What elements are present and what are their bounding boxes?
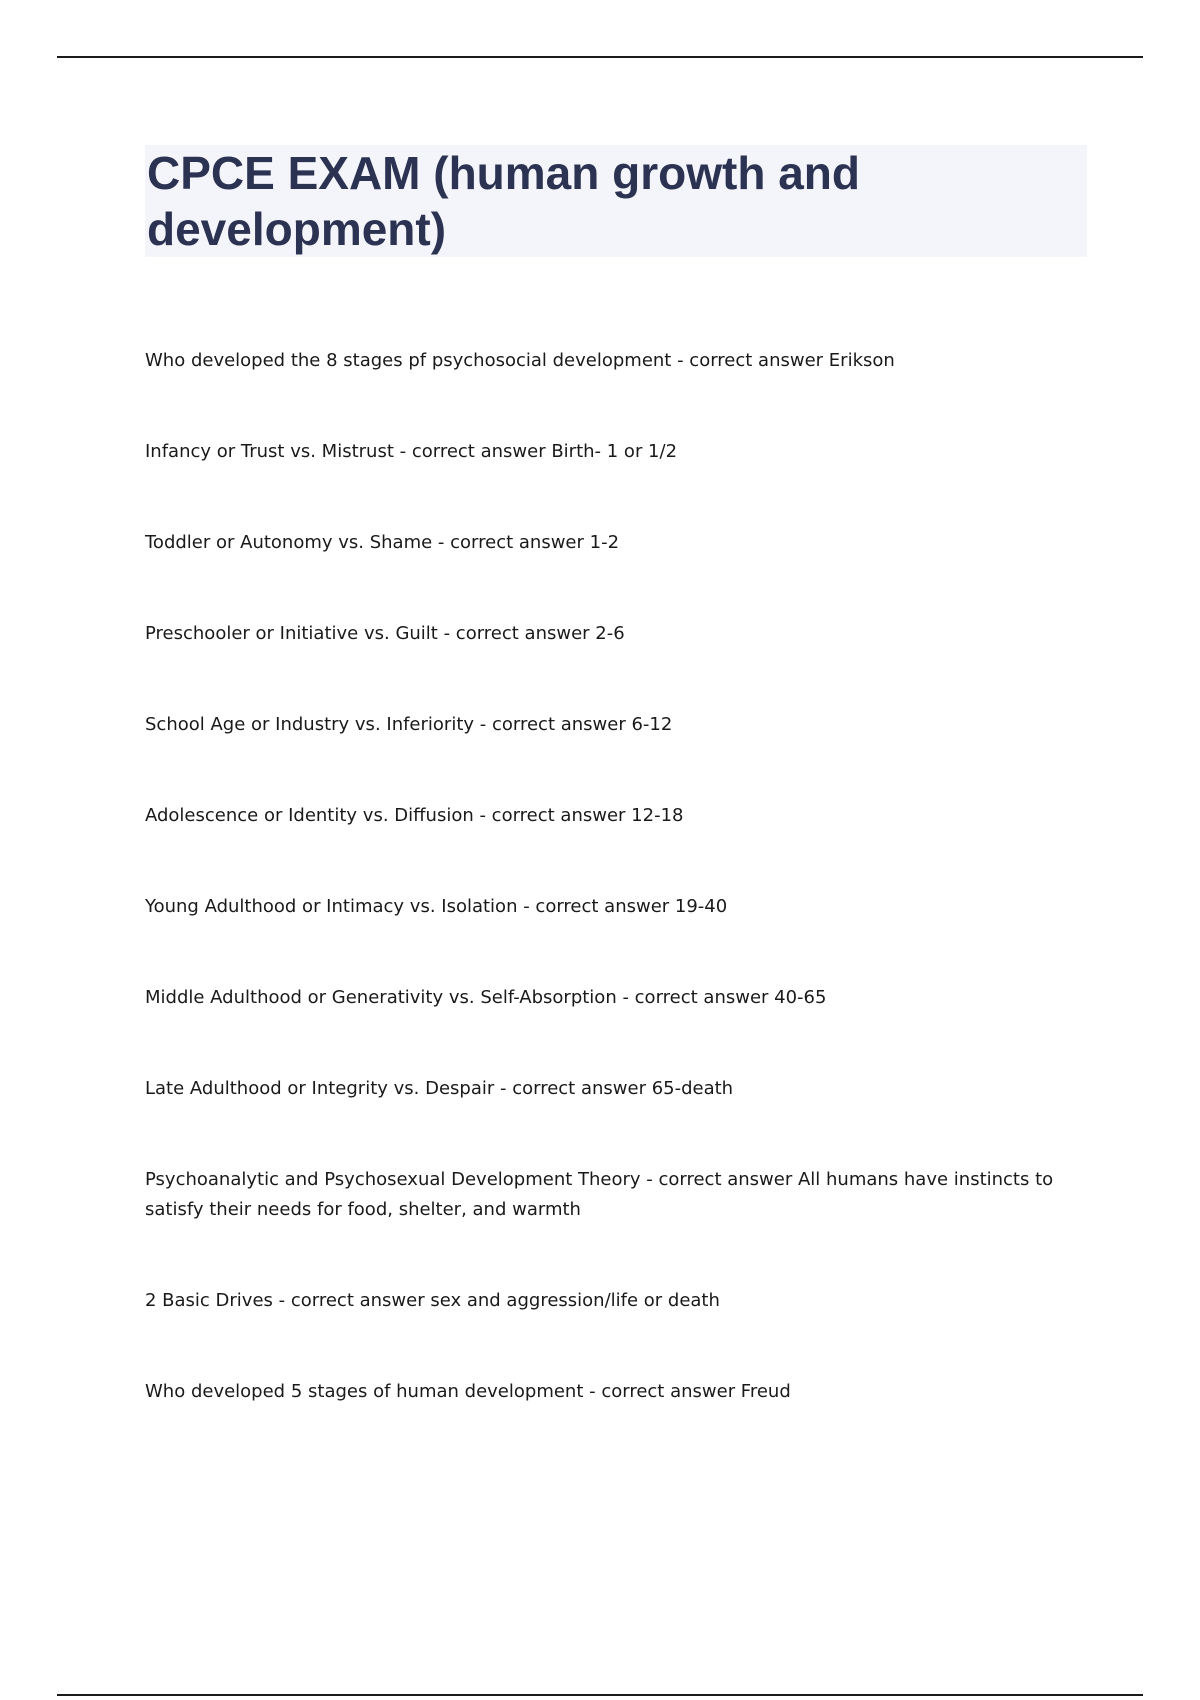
title-banner: [145, 145, 1087, 257]
qa-item: Late Adulthood or Integrity vs. Despair - correct answer 65-death: [145, 1078, 734, 1099]
header-rule: [57, 56, 1143, 58]
qa-item: Young Adulthood or Intimacy vs. Isolation - correct answer 19-40: [145, 896, 728, 917]
footer-rule: [57, 1694, 1143, 1696]
document-title: CPCE EXAM (human growth and development): [147, 147, 860, 255]
qa-item: Toddler or Autonomy vs. Shame - correct answer 1-2: [145, 532, 620, 553]
qa-item: Psychoanalytic and Psychosexual Development Theory - correct answer All humans have instincts to satisfy their needs for food, shelter, and warmth: [145, 1169, 1054, 1220]
qa-item: Who developed the 8 stages pf psychosocial development - correct answer Erikson: [145, 350, 895, 371]
qa-item: Infancy or Trust vs. Mistrust - correct answer Birth- 1 or 1/2: [145, 441, 678, 462]
qa-item: Middle Adulthood or Generativity vs. Self-Absorption - correct answer 40-65: [145, 987, 827, 1008]
qa-item: Adolescence or Identity vs. Diffusion - correct answer 12-18: [145, 805, 684, 826]
qa-item: 2 Basic Drives - correct answer sex and aggression/life or death: [145, 1290, 720, 1311]
qa-item: Preschooler or Initiative vs. Guilt - correct answer 2-6: [145, 623, 625, 644]
qa-item: Who developed 5 stages of human development - correct answer Freud: [145, 1381, 791, 1402]
qa-item: School Age or Industry vs. Inferiority - correct answer 6-12: [145, 714, 673, 735]
